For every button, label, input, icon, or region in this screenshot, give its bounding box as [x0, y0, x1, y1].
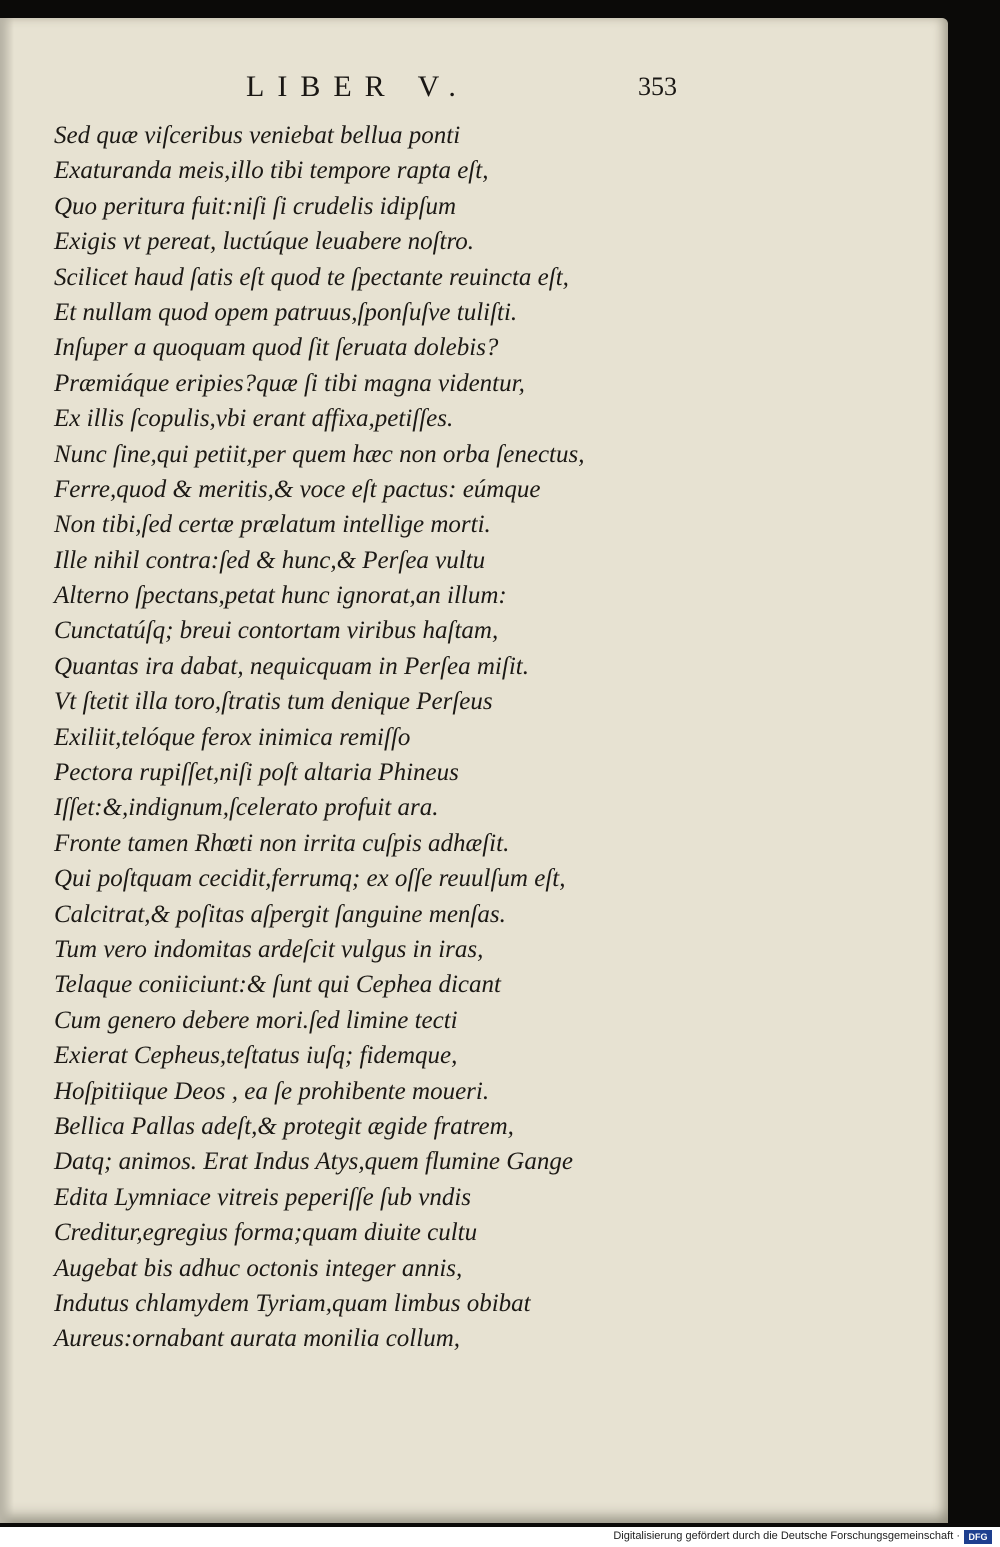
verse-line: Pectora rupiſſet,niſi poſt altaria Phineus — [54, 759, 459, 787]
verse-line: Telaque coniiciunt:& ſunt qui Cephea dicant — [54, 971, 501, 999]
funding-credit: Digitalisierung gefördert durch die Deutsche Forschungsgemeinschaft · — [613, 1530, 960, 1542]
verse-line: Cum genero debere mori.ſed limine tecti — [54, 1006, 458, 1034]
verse-line: Exierat Cepheus,teſtatus iuſq; fidemque, — [54, 1042, 458, 1070]
verse-line: Ex illis ſcopulis,vbi erant affixa,petiſſes. — [54, 405, 454, 433]
verse-line: Exigis vt pereat, luctúque leuabere noſtro. — [54, 228, 475, 256]
verse-line: Et nullam quod opem patruus,ſponſuſve tuliſti. — [54, 298, 518, 326]
verse-line: Datq; animos. Erat Indus Atys,quem flumine Gange — [54, 1148, 573, 1176]
verse-line: Tum vero indomitas ardeſcit vulgus in iras, — [54, 935, 484, 963]
verse-line: Cunctatúſq; breui contortam viribus haſtam, — [54, 617, 499, 645]
verse-line: Iſſet:&,indignum,ſcelerato profuit ara. — [54, 794, 439, 822]
verse-line: Inſuper a quoquam quod ſit ſeruata dolebis? — [54, 334, 499, 362]
verse-line: Vt ſtetit illa toro,ſtratis tum denique Perſeus — [54, 688, 493, 716]
verse-line: Indutus chlamydem Tyriam,quam limbus obibat — [54, 1289, 531, 1317]
verse-line: Exaturanda meis,illo tibi tempore rapta eſt, — [54, 157, 489, 185]
verse-line: Præmiáque eripies?quæ ſi tibi magna videntur, — [54, 369, 525, 397]
verse-line: Calcitrat,& poſitas aſpergit ſanguine menſas. — [54, 900, 506, 928]
footer-bar — [0, 1527, 1000, 1547]
verse-line: Bellica Pallas adeſt,& protegit ægide fratrem, — [54, 1112, 514, 1140]
verse-line: Quantas ira dabat, nequicquam in Perſea miſit. — [54, 652, 529, 680]
verse-line: Aureus:ornabant aurata monilia collum, — [54, 1325, 461, 1353]
verse-line: Creditur,egregius forma;quam diuite cultu — [54, 1219, 478, 1247]
verse-line: Non tibi,ſed certæ prælatum intellige morti. — [54, 511, 491, 539]
verse-line: Scilicet haud ſatis eſt quod te ſpectante reuincta eſt, — [54, 263, 569, 291]
verse-line: Fronte tamen Rhœti non irrita cuſpis adhæſit. — [54, 829, 510, 857]
verse-line: Exiliit,telóque ferox inimica remiſſo — [54, 723, 411, 751]
verse-line: Hoſpitiique Deos , ea ſe prohibente moueri. — [54, 1077, 490, 1105]
book-page — [0, 18, 948, 1523]
page-gutter-shadow — [0, 18, 14, 1523]
dfg-logo[interactable]: DFG — [964, 1530, 992, 1544]
verse-text-block — [54, 118, 754, 1357]
verse-line: Qui poſtquam cecidit,ferrumq; ex oſſe reuulſum eſt, — [54, 865, 566, 893]
verse-line: Ille nihil contra:ſed & hunc,& Perſea vultu — [54, 546, 486, 574]
page-number: 353 — [638, 72, 677, 101]
verse-line: Sed quæ viſceribus veniebat bellua ponti — [54, 122, 461, 149]
verse-line: Quo peritura fuit:niſi ſi crudelis idipſum — [54, 192, 457, 220]
verse-line: Alterno ſpectans,petat hunc ignorat,an illum: — [54, 582, 507, 610]
verse-line: Nunc ſine,qui petiit,per quem hæc non orba ſenectus, — [54, 440, 585, 468]
running-title: LIBER V. — [246, 70, 469, 103]
verse-line: Edita Lymniace vitreis peperiſſe ſub vndis — [54, 1183, 471, 1211]
verse-line: Augebat bis adhuc octonis integer annis, — [54, 1254, 463, 1282]
page-header — [0, 70, 948, 110]
verse-line: Ferre,quod & meritis,& voce eſt pactus: eúmque — [54, 475, 541, 503]
